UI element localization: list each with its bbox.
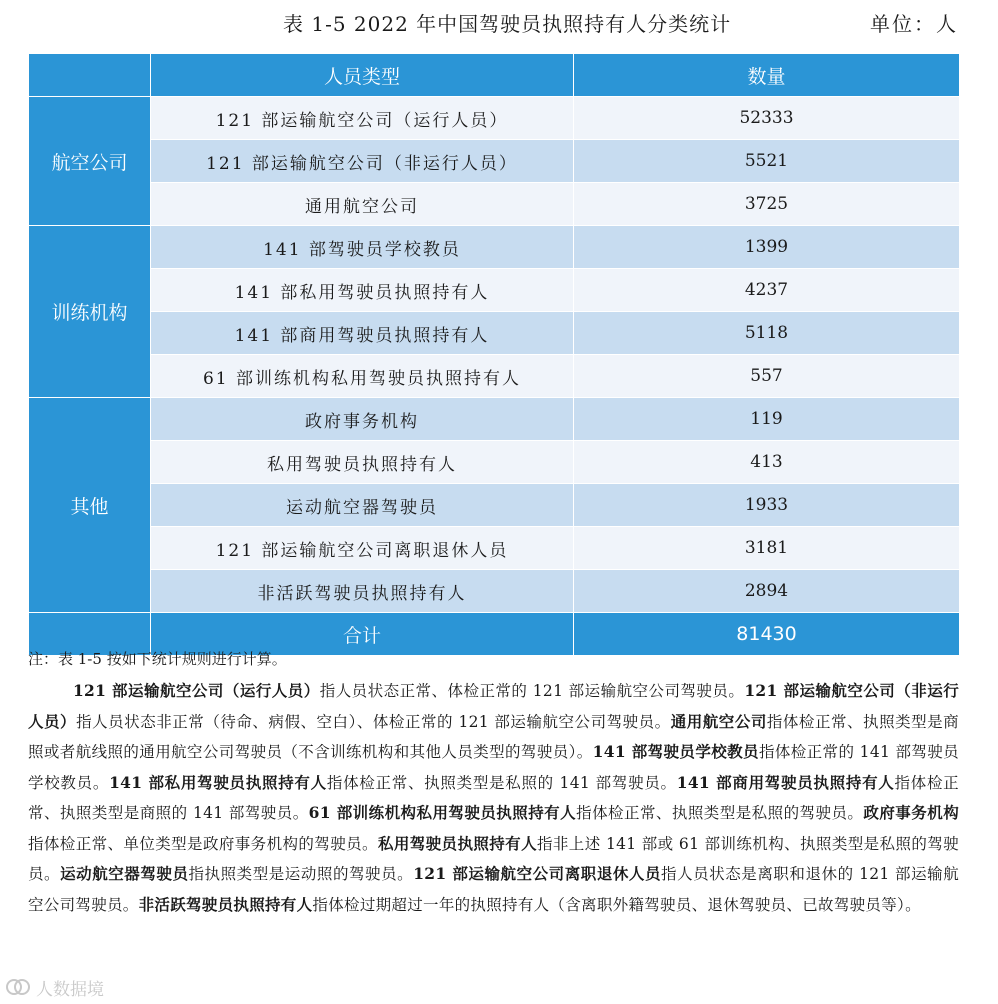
row-count: 5521 xyxy=(574,140,960,183)
row-type: 121 部运输航空公司（非运行人员） xyxy=(151,140,574,183)
definitions-paragraph xyxy=(28,676,959,920)
row-type: 121 部运输航空公司离职退休人员 xyxy=(151,527,574,570)
definition-term: 政府事务机构 xyxy=(863,803,959,822)
unit-label: 单位：人 xyxy=(870,12,958,36)
row-type: 61 部训练机构私用驾驶员执照持有人 xyxy=(151,355,574,398)
table-row xyxy=(29,484,960,527)
definition-text: 指体检正常的 141 部驾驶员学校教员。 xyxy=(28,743,959,792)
header-corner xyxy=(29,54,151,97)
row-type: 非活跃驾驶员执照持有人 xyxy=(151,570,574,613)
row-count: 5118 xyxy=(574,312,960,355)
table-row xyxy=(29,226,960,269)
table-row xyxy=(29,183,960,226)
row-type: 政府事务机构 xyxy=(151,398,574,441)
definition-term: 运动航空器驾驶员 xyxy=(60,864,189,883)
definition-term: 141 部商用驾驶员执照持有人 xyxy=(676,772,895,792)
definition-text: 指人员状态是离职和退休的 121 部运输航空公司驾驶员。 xyxy=(28,865,959,914)
group-other: 其他 xyxy=(29,398,151,613)
definition-text: 指体检过期超过一年的执照持有人（含离职外籍驾驶员、退休驾驶员、已故驾驶员等）。 xyxy=(312,895,921,914)
row-count: 1933 xyxy=(574,484,960,527)
watermark-text: 人数据境 xyxy=(36,979,104,1000)
total-label: 合计 xyxy=(151,613,574,656)
table-title: 表 1-5 2022 年中国驾驶员执照持有人分类统计 xyxy=(283,12,732,36)
row-count: 4237 xyxy=(574,269,960,312)
definition-term: 61 部训练机构私用驾驶员执照持有人 xyxy=(308,803,577,822)
table-note: 注：表 1-5 按如下统计规则进行计算。 xyxy=(28,650,287,668)
table-row xyxy=(29,441,960,484)
group-training: 训练机构 xyxy=(29,226,151,398)
table-row xyxy=(29,527,960,570)
definition-text: 指体检正常、执照类型是私照的 141 部驾驶员。 xyxy=(326,773,677,792)
definition-term: 通用航空公司 xyxy=(670,711,767,731)
row-type: 141 部私用驾驶员执照持有人 xyxy=(151,269,574,312)
definition-text: 指体检正常、执照类型是私照的驾驶员。 xyxy=(576,804,864,822)
table-row xyxy=(29,312,960,355)
logo-icon xyxy=(6,977,30,997)
row-count: 3181 xyxy=(574,527,960,570)
table-row xyxy=(29,269,960,312)
total-count: 81430 xyxy=(574,613,960,656)
row-count: 413 xyxy=(574,441,960,484)
pilot-stats-table xyxy=(28,53,960,656)
row-type: 141 部商用驾驶员执照持有人 xyxy=(151,312,574,355)
definition-text: 指执照类型是运动照的驾驶员。 xyxy=(188,865,414,883)
definition-text: 指体检正常、单位类型是政府事务机构的驾驶员。 xyxy=(28,834,378,853)
table-row xyxy=(29,97,960,140)
row-type: 121 部运输航空公司（运行人员） xyxy=(151,97,574,140)
definition-term: 121 部运输航空公司（运行人员） xyxy=(72,681,320,700)
row-type: 141 部驾驶员学校教员 xyxy=(151,226,574,269)
row-count: 2894 xyxy=(574,570,960,613)
definition-term: 141 部私用驾驶员执照持有人 xyxy=(109,772,327,792)
definition-term: 121 部运输航空公司离职退休人员 xyxy=(413,864,662,883)
table-row xyxy=(29,570,960,613)
definition-term: 非活跃驾驶员执照持有人 xyxy=(138,894,313,914)
definition-text: 指体检正常、执照类型是商照或者航线照的通用航空公司驾驶员（不含训练机构和其他人员类型的驾驶员）。 xyxy=(28,712,959,761)
watermark xyxy=(6,974,104,1000)
definition-term: 121 部运输航空公司（非运行人员） xyxy=(28,681,959,731)
table-row xyxy=(29,355,960,398)
table-row xyxy=(29,140,960,183)
row-count: 52333 xyxy=(574,97,960,140)
definition-term: 私用驾驶员执照持有人 xyxy=(377,833,537,853)
row-count: 119 xyxy=(574,398,960,441)
definition-text: 指人员状态正常、体检正常的 121 部运输航空公司驾驶员。 xyxy=(319,682,745,700)
row-count: 557 xyxy=(574,355,960,398)
table-row xyxy=(29,398,960,441)
definition-term: 141 部驾驶员学校教员 xyxy=(592,742,759,761)
row-count: 3725 xyxy=(574,183,960,226)
header-count: 数量 xyxy=(574,54,960,97)
row-type: 私用驾驶员执照持有人 xyxy=(151,441,574,484)
group-airlines: 航空公司 xyxy=(29,97,151,226)
table-caption xyxy=(0,10,998,38)
row-count: 1399 xyxy=(574,226,960,269)
definition-text: 指体检正常、执照类型是商照的 141 部驾驶员。 xyxy=(28,773,959,822)
definition-text: 指非上述 141 部或 61 部训练机构、执照类型是私照的驾驶员。 xyxy=(28,834,959,883)
table-header-row xyxy=(29,54,960,97)
header-type: 人员类型 xyxy=(151,54,574,97)
row-type: 通用航空公司 xyxy=(151,183,574,226)
row-type: 运动航空器驾驶员 xyxy=(151,484,574,527)
definition-text: 指人员状态非正常（待命、病假、空白）、体检正常的 121 部运输航空公司驾驶员。 xyxy=(76,712,671,731)
